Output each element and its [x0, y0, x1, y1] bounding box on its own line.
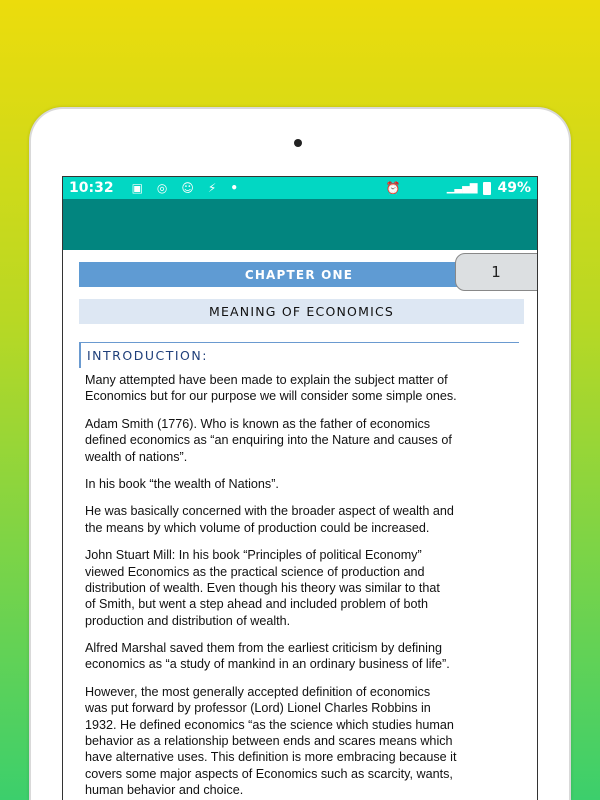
text-line: However, the most generally accepted definition of economics — [85, 684, 431, 699]
screenshot-icon: ▣ — [131, 181, 143, 195]
paragraph — [85, 640, 535, 673]
text-line: was put forward by professor (Lord) Lionel Charles Robbins in — [85, 701, 431, 716]
battery-icon — [483, 182, 491, 195]
text-line: 1932. He defined economics “as the science which studies human — [85, 717, 454, 732]
paragraph — [85, 503, 535, 536]
battery-percent: 49% — [497, 180, 531, 196]
paragraph — [85, 547, 535, 629]
text-line: behavior as a relationship between ends and scares means which — [85, 734, 453, 749]
text-line: economics as “a study of mankind in an ordinary business of life”. — [85, 657, 450, 672]
section-heading: INTRODUCTION: — [79, 342, 519, 368]
text-line: distribution of wealth. Even though his theory was similar to that — [85, 580, 440, 595]
notification-icon: ☺ — [181, 181, 194, 195]
text-line: He was basically concerned with the broader aspect of wealth and — [85, 504, 454, 519]
text-line: John Stuart Mill: In his book “Principles of political Economy” — [85, 548, 422, 563]
text-line: Many attempted have been made to explain the subject matter of — [85, 373, 448, 387]
text-line: wealth of nations”. — [85, 449, 188, 464]
flash-icon: ⚡ — [207, 181, 217, 195]
signal-icon: ▁▃▅▇ — [446, 182, 478, 194]
text-line: In his book “the wealth of Nations”. — [85, 476, 279, 491]
paragraph — [85, 416, 535, 465]
text-line: viewed Economics as the practical science of production and — [85, 564, 425, 579]
chapter-heading: CHAPTER ONE — [79, 262, 479, 287]
status-time: 10:32 — [69, 180, 114, 196]
paragraph — [85, 684, 535, 799]
text-line: production and distribution of wealth. — [85, 613, 291, 628]
text-line: Economics but for our purpose we will consider some simple ones. — [85, 389, 457, 404]
paragraph — [85, 476, 535, 492]
status-bar — [63, 177, 537, 199]
text-line: of Smith, but went a step ahead and included problem of both — [85, 597, 429, 612]
camera-icon — [294, 139, 302, 147]
text-line: defined economics as “an enquiring into the Nature and causes of — [85, 433, 452, 448]
text-line: have alternative uses. This definition is more embracing because it — [85, 750, 457, 765]
alarm-icon: ⏰ — [385, 181, 401, 195]
page-number-badge[interactable]: 1 — [455, 253, 538, 291]
text-line: the means by which volume of production could be increased. — [85, 520, 430, 535]
hotspot-icon: ◎ — [156, 181, 168, 195]
screen — [62, 176, 538, 800]
paragraph — [85, 372, 535, 405]
text-line: covers some major aspects of Economics such as scarcity, wants, — [85, 766, 453, 781]
text-line: Alfred Marshal saved them from the earliest criticism by defining — [85, 641, 442, 656]
text-line: human behavior and choice. — [85, 783, 244, 798]
chapter-title: MEANING OF ECONOMICS — [79, 299, 524, 324]
app-bar — [63, 199, 537, 250]
dot-icon: • — [230, 181, 239, 195]
text-line: Adam Smith (1776). Who is known as the father of economics — [85, 416, 431, 431]
document-body — [85, 372, 535, 799]
